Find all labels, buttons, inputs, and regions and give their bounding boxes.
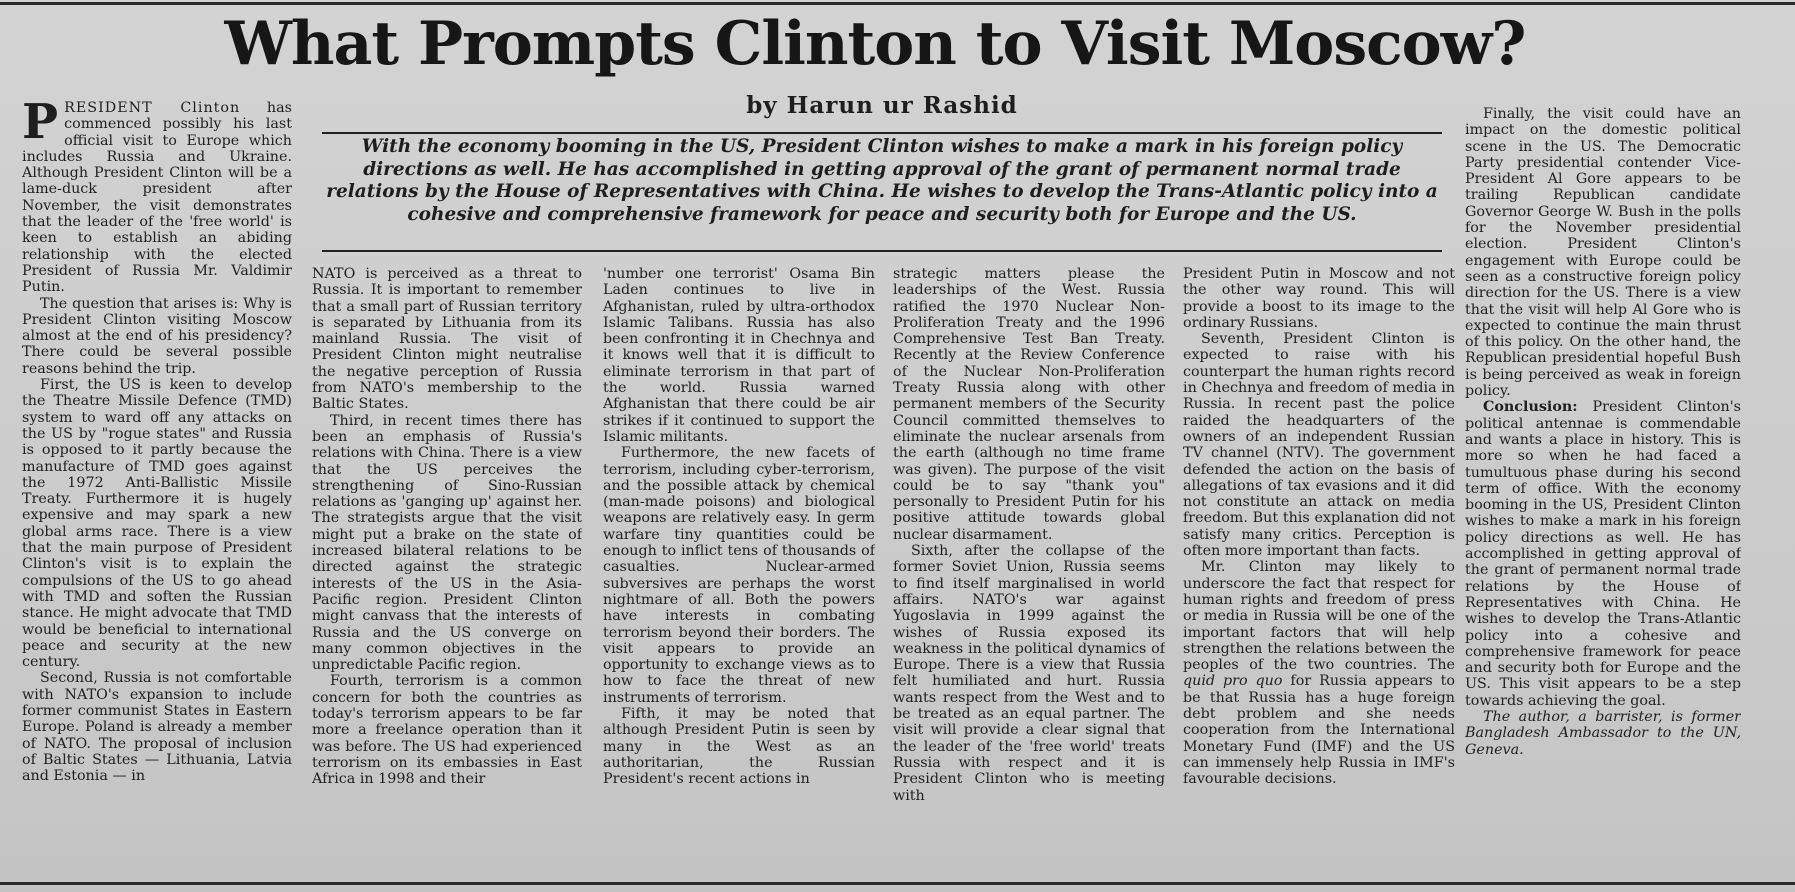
conclusion-paragraph: [1465, 399, 1741, 709]
bottom-rule: [0, 882, 1795, 885]
conclusion-text: President Clinton's political antennae is commendable and wants a place in history. This is more so when he had faced a tumultuous phase during his second term of office. With the economy booming in the US, President Clinton wishes to make a mark in his foreign policy directions as well. He has accomplished in getting approval of the grant of permanent normal trade relations by the House of Representatives with China. He wishes to develop the Trans-Atlantic policy into a cohesive and comprehensive framework for peace and security both for Europe and the US. This visit appears to be a step towards achieving the goal.: [1465, 399, 1741, 709]
paragraph: Third, in recent times there has been an emphasis of Russia's relations with China. There is a view that the US perceives the strengthening of Sino-Russian relations as 'ganging up' against her. The strategists argue that the visit might put a brake on the state of increased bilateral relations to be directed against the strategic interests of the US in the Asia-Pacific region. President Clinton might canvass that the interests of Russia and the US converge on many common objectives in the unpredictable Pacific region.: [312, 412, 582, 674]
lead-caps: RESIDENT Clinton: [64, 100, 241, 116]
paragraph: Furthermore, the new facets of terrorism, including cyber-terrorism, and the possible attack by chemical (man-made poisons) and biological weapons are relatively easy. In germ warfare tiny quantities could be enough to inflict tens of thousands of casualties. Nuclear-armed subversives are perhaps the worst nightmare of all. Both the powers have interests in combating terrorism beyond their borders. The visit appears to provide an opportunity to exchange views as to how to face the threat of new instruments of terrorism.: [603, 445, 875, 706]
paragraph: First, the US is keen to develop the Theatre Missile Defence (TMD) system to ward off any attacks on the US by "rogue states" and Russia is opposed to it partly because the manufacture of TMD goes against the 1972 Anti-Ballistic Missile Treaty. Furthermore it is hugely expensive and may spark a new global arms race. There is a view that the main purpose of President Clinton's visit is to explain the compulsions of the US to go ahead with TMD and soften the Russian stance. He might advocate that TMD would be beneficial to international peace and security at the new century.: [22, 377, 292, 671]
standfirst-bottom-rule: [322, 250, 1442, 252]
standfirst-top-rule: [322, 132, 1442, 134]
paragraph: NATO is perceived as a threat to Russia. It is important to remember that a small part of Russian territory is separated by Lithuania from its mainland Russia. The visit of President Clinton might neutralise the negative perception of Russia from NATO's membership to the Baltic States.: [312, 266, 582, 413]
drop-cap: P: [22, 100, 59, 150]
article-column-6: [1465, 106, 1741, 882]
opening-text: has commenced possibly his last official visit to Europe which includes Russia and Ukraine. Although President Clinton will be a lame-duck president after November, the visit demonstrates that the leader of the 'free world' is keen to establish an abiding relationship with the elected President of Russia Mr. Valdimir Putin.: [22, 100, 292, 296]
italic-phrase: quid pro quo: [1183, 673, 1283, 690]
paragraph: Fifth, it may be noted that although President Putin is seen by many in the West as an authoritarian, the Russian President's recent actions in: [603, 706, 875, 788]
article-column-5: [1183, 266, 1455, 882]
article-column-2: [312, 266, 582, 882]
article-column-1: [22, 100, 292, 882]
article-column-4: [893, 266, 1165, 882]
paragraph: Finally, the visit could have an impact on the domestic political scene in the US. The Democratic Party presidential contender Vice-President Al Gore appears to be trailing Republican candidate Governor George W. Bush in the polls for the November presidential election. President Clinton's engagement with Europe could be seen as a constructive foreign policy direction for the US. There is a view that the visit will help Al Gore who is expected to continue the main thrust of this policy. On the other hand, the Republican presidential hopeful Bush is being perceived as weak in foreign policy.: [1465, 106, 1741, 400]
conclusion-label: Conclusion:: [1483, 399, 1578, 416]
paragraph: 'number one terrorist' Osama Bin Laden continues to live in Afghanistan, ruled by ultra-orthodox Islamic Talibans. Russia has also been confronting it in Chechnya and it knows well that it is difficult to eliminate terrorism in that part of the world. Russia warned Afghanistan that there could be air strikes if it continued to support the Islamic militants.: [603, 266, 875, 445]
paragraph: [1183, 559, 1455, 787]
byline: by Harun ur Rashid: [746, 92, 1018, 119]
text-run: Mr. Clinton may likely to underscore the fact that respect for human rights and freedom of press or media in Russia will be one of the important factors that will help strengthen the relations between the peoples of the two countries. The: [1183, 559, 1455, 674]
paragraph: President Putin in Moscow and not the other way round. This will provide a boost to its image to the ordinary Russians.: [1183, 266, 1455, 331]
paragraph: strategic matters please the leaderships of the West. Russia ratified the 1970 Nuclear Non-Proliferation Treaty and the 1996 Comprehensive Test Ban Treaty. Recently at the Review Conference of the Nuclear Non-Proliferation Treaty Russia along with other permanent members of the Security Council committed themselves to eliminate the nuclear arsenals from the earth (although no time frame was given). The purpose of the visit could be to say "thank you" personally to President Putin for his positive attitude towards global nuclear disarmament.: [893, 266, 1165, 543]
paragraph: Fourth, terrorism is a common concern for both the countries as today's terrorism appears to be far more a freelance operation than it was before. The US had experienced terrorism on its embassies in East Africa in 1998 and their: [312, 673, 582, 788]
headline: What Prompts Clinton to Visit Moscow?: [224, 9, 1526, 79]
paragraph: The question that arises is: Why is President Clinton visiting Moscow almost at the end of his presidency? There could be several possible reasons behind the trip.: [22, 295, 292, 377]
standfirst: With the economy booming in the US, President Clinton wishes to make a mark in his foreign policy directions as well. He has accomplished in getting approval of the grant of permanent normal trade relations by the House of Representatives with China. He wishes to develop the Trans-Atlantic policy into a cohesive and comprehensive framework for peace and security both for Europe and the US.: [326, 136, 1438, 225]
opening-paragraph: [22, 100, 292, 296]
article-column-3: [603, 266, 875, 882]
author-note: The author, a barrister, is former Bangladesh Ambassador to the UN, Geneva.: [1465, 708, 1741, 758]
paragraph: Sixth, after the collapse of the former Soviet Union, Russia seems to find itself marginalised in world affairs. NATO's war against Yugoslavia in 1999 against the wishes of Russia exposed its weakness in the political dynamics of Europe. There is a view that Russia felt humiliated and hurt. Russia wants respect from the West and to be treated as an equal partner. The visit will provide a clear signal that the leader of the 'free world' treats Russia with respect and it is President Clinton who is meeting with: [893, 543, 1165, 804]
paragraph: Second, Russia is not comfortable with NATO's expansion to include former communist States in Eastern Europe. Poland is already a member of NATO. The proposal of inclusion of Baltic States — Lithuania, Latvia and Estonia — in: [22, 670, 292, 785]
text-run: for Russia appears to be that Russia has a huge foreign debt problem and she needs cooperation from the International Monetary Fund (IMF) and the US can immensely help Russia in IMF's favourable decisions.: [1183, 673, 1455, 788]
top-rule: [0, 2, 1795, 5]
paragraph: Seventh, President Clinton is expected to raise with his counterpart the human rights record in Chechnya and freedom of media in Russia. In recent past the police raided the headquarters of the owners of an independent Russian TV channel (NTV). The government defended the action on the basis of allegations of tax evasions and it did not constitute an attack on media freedom. But this explanation did not satisfy many critics. Perception is often more important than facts.: [1183, 331, 1455, 560]
